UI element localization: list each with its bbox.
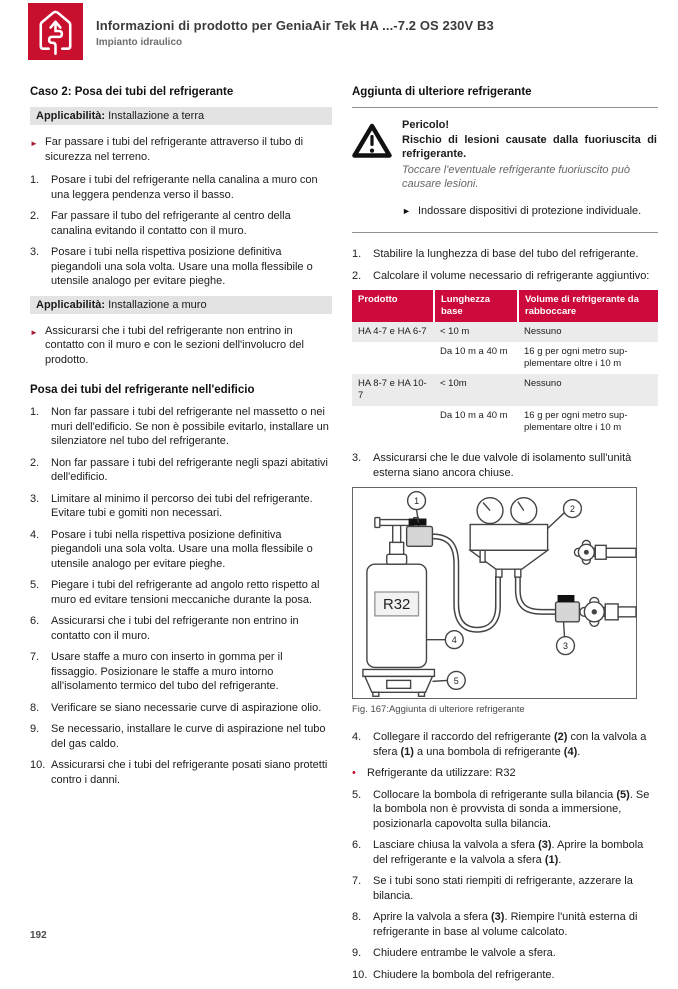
- list-item: 2. Non far passare i tubi del refrigerante negli spazi abitativi dell'edificio.: [30, 456, 328, 483]
- warning-risk-text: Rischio di lesioni causate dalla fuoriuscita di refrigerante.: [402, 133, 657, 160]
- warning-triangle-icon: [352, 118, 402, 218]
- list-item: 5. Piegare i tubi del refrigerante ad angolo retto rispetto al muro ed evitare tensioni meccaniche durante la posa.: [30, 579, 320, 606]
- instruction-bullet: [30, 324, 332, 368]
- figure-diagram: [352, 487, 637, 699]
- list-item: 8. Verificare se siano necessarie curve di aspirazione olio.: [30, 701, 322, 714]
- list-item: 6. Lasciare chiusa la valvola a sfera (3). Aprire la bombola del refrigerante e la valvola a sfera (1).: [352, 839, 644, 866]
- col-header-prodotto: Prodotto: [352, 290, 434, 322]
- instruction-text: Assicurarsi che i tubi del refrigerante non entrino in contatto con il muro e con le sezioni dell'involucro del prodotto.: [45, 324, 304, 366]
- note-text: Refrigerante da utilizzare: R32: [367, 767, 516, 779]
- list-item: 1. Stabilire la lunghezza di base del tubo del refrigerante.: [352, 248, 639, 260]
- brand-logo-icon: [28, 3, 83, 60]
- warning-action: [402, 204, 657, 219]
- list-item: 4. Collegare il raccordo del refrigerante (2) con la valvola a sfera (1) a una bombola di refrigerante (4).: [352, 731, 647, 758]
- section-heading-aggiunta: Aggiunta di ulteriore refrigerante: [352, 86, 532, 98]
- section-heading-posa-edificio: Posa dei tubi del refrigerante nell'edificio: [30, 384, 255, 396]
- refrigerant-volume-table: [352, 290, 658, 438]
- red-arrow-icon: ►: [30, 327, 38, 337]
- page-number: 192: [30, 930, 47, 941]
- table-row: HA 4-7 e HA 6-7 < 10 m Nessuno: [352, 322, 658, 342]
- left-column: [30, 86, 332, 989]
- list-item: 9. Se necessario, installare le curve di aspirazione nel tubo del gas caldo.: [30, 723, 326, 750]
- warning-consequence-text: Toccare l'eventuale refrigerante fuoriuscito può causare lesioni.: [402, 163, 630, 190]
- callout-4: [426, 631, 463, 649]
- instruction-text: Far passare i tubi del refrigerante attraverso il tubo di sicurezza nel terreno.: [45, 136, 304, 163]
- ball-valve-1: [407, 519, 433, 547]
- note-refrigerant: [352, 766, 658, 781]
- table-header-row: [352, 290, 658, 322]
- list-item: 1. Non far passare i tubi del refrigerante nel massetto o nei muri dell'edificio. Se non è possibile evitarlo, installare un silenziatore nel tubo del refrigerante.: [30, 406, 329, 447]
- svg-text:2: 2: [569, 504, 575, 515]
- list-item: 1. Posare i tubi del refrigerante nella canalina a muro con una leggera pendenza verso il basso.: [30, 174, 318, 201]
- numbered-list-terra: [30, 173, 332, 289]
- red-arrow-icon: ►: [30, 139, 38, 148]
- svg-text:1: 1: [414, 496, 420, 507]
- figure-caption: Fig. 167:Aggiunta di ulteriore refrigerante: [352, 704, 525, 715]
- warning-action-text: Indossare dispositivi di protezione individuale.: [418, 204, 642, 217]
- list-item: 10. Assicurarsi che i tubi del refrigerante posati siano protetti contro i danni.: [30, 759, 328, 786]
- svg-text:5: 5: [453, 675, 459, 686]
- list-item: 2. Calcolare il volume necessario di refrigerante aggiuntivo:: [352, 269, 650, 282]
- header-text: [96, 3, 494, 60]
- list-item: 4. Posare i tubi nella rispettiva posizione definitiva piegandoli una sola volta. Usare una molla flessibile o utensile analogo per evitare pieghe.: [30, 528, 313, 570]
- content-columns: [0, 60, 678, 989]
- house-arrow-icon: [28, 3, 83, 60]
- list-item: 3. Posare i tubi nella rispettiva posizione definitiva piegandoli una sola volta. Usare una molla flessibile o utensile analogo per evitare pieghe.: [30, 246, 313, 287]
- right-column: [352, 86, 658, 989]
- section-heading-caso2: Caso 2: Posa dei tubi del refrigerante: [30, 86, 234, 98]
- page-title: Informazioni di prodotto per GeniaAir Tek HA ...-7.2 OS 230V B3: [96, 18, 494, 33]
- applicability-value: Installazione a terra: [105, 110, 205, 122]
- table-row: Da 10 m a 40 m 16 g per ogni metro supplementare oltre i 10 m: [440, 410, 628, 433]
- svg-text:3: 3: [563, 641, 568, 652]
- service-port-upper: [574, 540, 636, 564]
- ball-valve-3: [556, 595, 636, 626]
- applicability-label: Applicabilità:: [36, 110, 106, 122]
- svg-text:4: 4: [451, 635, 457, 646]
- applicability-bar-terra: [30, 107, 332, 125]
- list-item: 3. Limitare al minimo il percorso dei tubi del refrigerante. Evitare tubi e gomiti non necessari.: [30, 492, 313, 519]
- page-subtitle: Impianto idraulico: [96, 37, 183, 48]
- col-header-lunghezza: Lunghezza base: [434, 290, 518, 322]
- instruction-bullet: [30, 135, 332, 164]
- cylinder-label: R32: [383, 596, 411, 613]
- warning-body: [402, 118, 658, 218]
- list-item: 7. Usare staffe a muro con inserto in gomma per il fissaggio. Posizionare le staffe a muro intorno all'isolamento termico del tubo del refrigerante.: [30, 651, 283, 692]
- numbered-steps-top: [352, 247, 658, 283]
- list-item: 3. Assicurarsi che le due valvole di isolamento sull'unità esterna siano ancora chiuse.: [352, 452, 632, 479]
- manifold-gauges: [470, 498, 547, 577]
- refrigerant-cylinder: [363, 492, 636, 697]
- hose-right: [518, 576, 558, 612]
- table-row: HA 8-7 e HA 10-7 < 10m Nessuno: [352, 374, 658, 406]
- callout-2: [548, 500, 582, 529]
- warning-title: Pericolo!: [402, 119, 450, 131]
- col-header-volume: Volume di refrigerante da rabboccare: [518, 290, 658, 322]
- numbered-step-3: [352, 451, 658, 480]
- list-item: 5. Collocare la bombola di refrigerante sulla bilancia (5). Se la bombola non è provvista di sonda a immersione, posizionarla capovolta sulla bilancia.: [352, 788, 650, 830]
- applicability-bar-muro: [30, 296, 332, 314]
- list-item: 2. Far passare il tubo del refrigerante al centro della canalina evitando il contatto con il muro.: [30, 210, 291, 237]
- list-item: 9. Chiudere entrambe le valvole a sfera.: [352, 947, 556, 959]
- list-item: 7. Se i tubi sono stati riempiti di refrigerante, azzerare la bilancia.: [352, 875, 633, 902]
- red-bullet-icon: •: [352, 767, 356, 779]
- table-row: Da 10 m a 40 m 16 g per ogni metro supplementare oltre i 10 m: [440, 346, 628, 369]
- applicability-value: Installazione a muro: [105, 298, 207, 311]
- callout-3: [557, 622, 575, 655]
- numbered-steps-bottom: [352, 730, 658, 982]
- warning-box: [352, 107, 658, 233]
- callout-5: [432, 671, 465, 689]
- black-arrow-icon: ►: [402, 205, 411, 216]
- numbered-list-edificio: [30, 405, 332, 787]
- list-item: 6. Assicurarsi che i tubi del refrigerante non entrino in contatto con il muro.: [30, 615, 299, 642]
- scale-bilancia: [363, 669, 434, 696]
- applicability-label: Applicabilità:: [36, 298, 106, 311]
- list-item: 10. Chiudere la bombola del refrigerante.: [352, 968, 555, 981]
- list-item: 8. Aprire la valvola a sfera (3). Riempire l'unità esterna di refrigerante in base al volume calcolato.: [352, 911, 638, 938]
- document-header: [0, 0, 678, 60]
